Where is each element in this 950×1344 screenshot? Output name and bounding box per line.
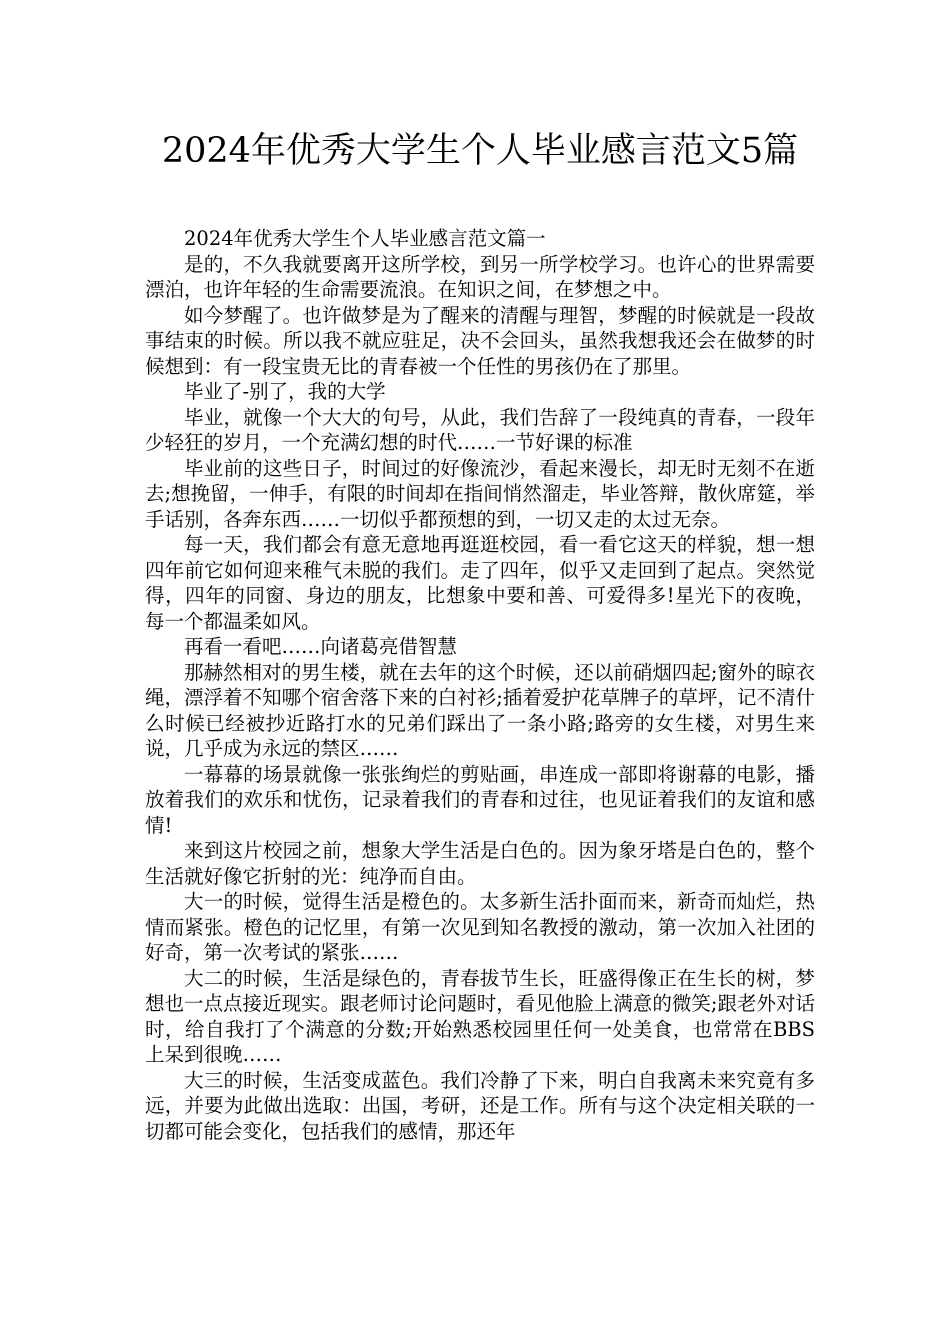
paragraph: 毕业，就像一个大大的句号，从此，我们告辞了一段纯真的青春，一段年少轻狂的岁月，一个充满幻想的时代……一节好课的标准 — [145, 405, 815, 454]
paragraph: 如今梦醒了。也许做梦是为了醒来的清醒与理智，梦醒的时候就是一段故事结束的时候。所以我不就应驻足，决不会回头，虽然我想我还会在做梦的时候想到：有一段宝贵无比的青春被一个任性的男孩仍在了那里。 — [145, 303, 815, 378]
paragraph: 大三的时候，生活变成蓝色。我们冷静了下来，明白自我离未来究竟有多远，并要为此做出选取：出国，考研，还是工作。所有与这个决定相关联的一切都可能会变化，包括我们的感情，那还年 — [145, 1068, 815, 1143]
subheading: 再看一看吧……向诸葛亮借智慧 — [184, 635, 458, 658]
paragraph: 来到这片校园之前，想象大学生活是白色的。因为象牙塔是白色的，整个生活就好像它折射的光：纯净而自由。 — [145, 839, 815, 888]
paragraph: 一幕幕的场景就像一张张绚烂的剪贴画，串连成一部即将谢幕的电影，播放着我们的欢乐和忧伤，记录着我们的青春和过往，也见证着我们的友谊和感情! — [145, 762, 815, 837]
paragraph: 每一天，我们都会有意无意地再逛逛校园，看一看它这天的样貌，想一想四年前它如何迎来稚气未脱的我们。走了四年，似乎又走回到了起点。突然觉得，四年的同窗、身边的朋友，比想象中要和善、可爱得多!星光下的夜晚，每一个都温柔如风。 — [145, 533, 815, 633]
document-title: 2024年优秀大学生个人毕业感言范文5篇 — [161, 131, 799, 171]
paragraph: 大二的时候，生活是绿色的，青春拔节生长，旺盛得像正在生长的树，梦想也一点点接近现实。跟老师讨论问题时，看见他脸上满意的微笑;跟老外对话时，给自我打了个满意的分数;开始熟悉校园里任何一处美食，也常常在BBS上呆到很晚…… — [145, 966, 815, 1066]
subheading: 毕业了-别了，我的大学 — [184, 380, 386, 403]
paragraph: 大一的时候，觉得生活是橙色的。太多新生活扑面而来，新奇而灿烂，热情而紧张。橙色的记忆里，有第一次见到知名教授的激动，第一次加入社团的好奇，第一次考试的紧张…… — [145, 890, 815, 964]
paragraph: 那赫然相对的男生楼，就在去年的这个时候，还以前硝烟四起;窗外的晾衣绳，漂浮着不知哪个宿舍落下来的白衬衫;插着爱护花草牌子的草坪，记不清什么时候已经被抄近路打水的兄弟们踩出了一条小路;路旁的女生楼，对男生来说，几乎成为永远的禁区…… — [145, 660, 815, 760]
paragraph: 毕业前的这些日子，时间过的好像流沙，看起来漫长，却无时无刻不在逝去;想挽留，一伸手，有限的时间却在指间悄然溜走，毕业答辩，散伙席筵，举手话别，各奔东西……一切似乎都预想的到，一切又走的太过无奈。 — [145, 456, 815, 531]
paragraph: 是的，不久我就要离开这所学校，到另一所学校学习。也许心的世界需要漂泊，也许年轻的生命需要流浪。在知识之间，在梦想之中。 — [145, 252, 815, 301]
document-body — [145, 226, 815, 1144]
heading-section-1: 2024年优秀大学生个人毕业感言范文篇一 — [184, 227, 546, 250]
